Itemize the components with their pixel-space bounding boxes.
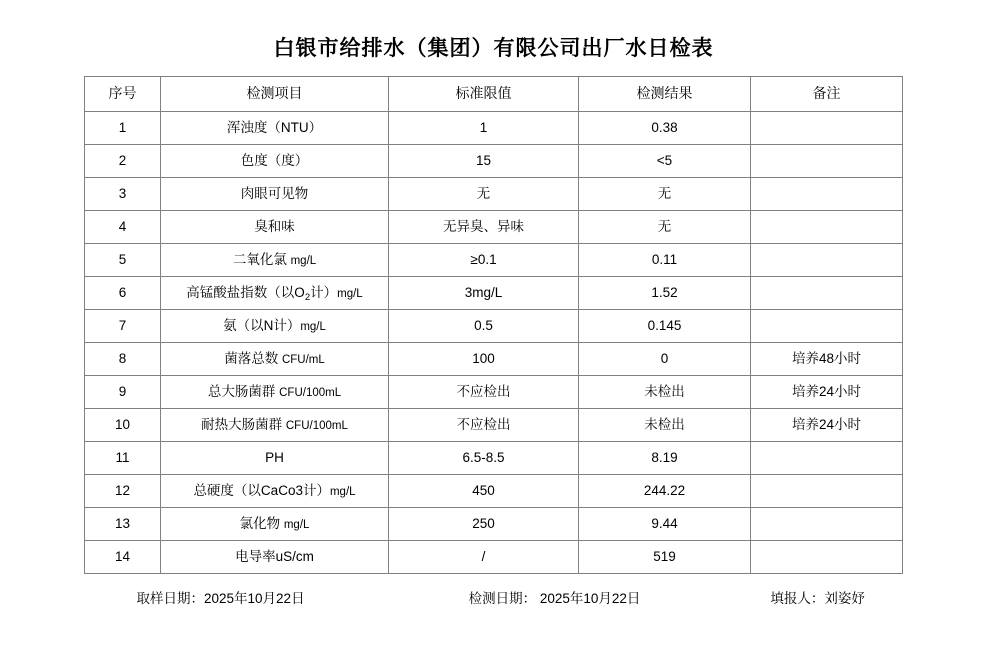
column-header-result: 检测结果	[579, 77, 751, 112]
cell-limit: 0.5	[389, 310, 579, 343]
cell-result: 1.52	[579, 277, 751, 310]
cell-limit: 250	[389, 508, 579, 541]
cell-result: 8.19	[579, 442, 751, 475]
cell-no: 6	[85, 277, 161, 310]
table-row	[85, 178, 903, 211]
table-row	[85, 508, 903, 541]
cell-note	[751, 244, 903, 277]
cell-no: 9	[85, 376, 161, 409]
table-row	[85, 244, 903, 277]
cell-result: 519	[579, 541, 751, 574]
cell-note	[751, 112, 903, 145]
cell-item: 总硬度（以CaCo3计）mg/L	[161, 475, 389, 508]
cell-item: 总大肠菌群 CFU/100mL	[161, 376, 389, 409]
table-row	[85, 310, 903, 343]
cell-no: 11	[85, 442, 161, 475]
cell-limit: 1	[389, 112, 579, 145]
cell-limit: 3mg/L	[389, 277, 579, 310]
cell-no: 13	[85, 508, 161, 541]
cell-result: 0.38	[579, 112, 751, 145]
cell-no: 8	[85, 343, 161, 376]
cell-result: 0.145	[579, 310, 751, 343]
cell-item: 色度（度）	[161, 145, 389, 178]
cell-result: 无	[579, 211, 751, 244]
cell-item: 菌落总数 CFU/mL	[161, 343, 389, 376]
cell-result: 未检出	[579, 376, 751, 409]
water-quality-table	[84, 76, 903, 574]
cell-note	[751, 310, 903, 343]
cell-result: <5	[579, 145, 751, 178]
table-row	[85, 541, 903, 574]
table-row	[85, 112, 903, 145]
cell-item: 电导率uS/cm	[161, 541, 389, 574]
cell-limit: 6.5-8.5	[389, 442, 579, 475]
cell-no: 14	[85, 541, 161, 574]
cell-item: 肉眼可见物	[161, 178, 389, 211]
cell-note	[751, 508, 903, 541]
cell-note	[751, 277, 903, 310]
cell-result: 0	[579, 343, 751, 376]
cell-result: 9.44	[579, 508, 751, 541]
cell-limit: 450	[389, 475, 579, 508]
cell-limit: 无异臭、异味	[389, 211, 579, 244]
cell-item: 氯化物 mg/L	[161, 508, 389, 541]
cell-limit: /	[389, 541, 579, 574]
cell-result: 无	[579, 178, 751, 211]
table-row	[85, 442, 903, 475]
cell-result: 244.22	[579, 475, 751, 508]
cell-no: 12	[85, 475, 161, 508]
cell-note	[751, 541, 903, 574]
cell-note	[751, 442, 903, 475]
cell-note	[751, 145, 903, 178]
table-row	[85, 145, 903, 178]
table-row	[85, 475, 903, 508]
cell-limit: 100	[389, 343, 579, 376]
footer-info	[85, 574, 903, 607]
table-row	[85, 277, 903, 310]
cell-note	[751, 475, 903, 508]
sampling-date: 取样日期：2025年10月22日	[136, 591, 305, 606]
cell-no: 5	[85, 244, 161, 277]
column-header-item: 检测项目	[161, 77, 389, 112]
cell-note	[751, 211, 903, 244]
page-title: 白银市给排水（集团）有限公司出厂水日检表	[273, 37, 714, 60]
cell-limit: 无	[389, 178, 579, 211]
cell-no: 4	[85, 211, 161, 244]
column-header-no: 序号	[85, 77, 161, 112]
cell-result: 未检出	[579, 409, 751, 442]
test-date: 检测日期： 2025年10月22日	[468, 591, 641, 606]
cell-item: 氨（以N计）mg/L	[161, 310, 389, 343]
cell-no: 10	[85, 409, 161, 442]
cell-result: 0.11	[579, 244, 751, 277]
cell-note: 培养24小时	[751, 409, 903, 442]
cell-item: 浑浊度（NTU）	[161, 112, 389, 145]
cell-item: 二氧化氯 mg/L	[161, 244, 389, 277]
cell-no: 1	[85, 112, 161, 145]
cell-no: 2	[85, 145, 161, 178]
cell-note	[751, 178, 903, 211]
column-header-note: 备注	[751, 77, 903, 112]
table-row	[85, 409, 903, 442]
cell-note: 培养24小时	[751, 376, 903, 409]
cell-item: PH	[161, 442, 389, 475]
column-header-limit: 标准限值	[389, 77, 579, 112]
cell-no: 7	[85, 310, 161, 343]
table-row	[85, 343, 903, 376]
table-body	[85, 112, 903, 574]
cell-limit: 15	[389, 145, 579, 178]
cell-item: 臭和味	[161, 211, 389, 244]
table-row	[85, 376, 903, 409]
cell-limit: 不应检出	[389, 376, 579, 409]
table-container	[0, 76, 987, 574]
cell-limit: 不应检出	[389, 409, 579, 442]
cell-item: 耐热大肠菌群 CFU/100mL	[161, 409, 389, 442]
reporter-name: 填报人：刘姿妤	[770, 591, 865, 606]
cell-item: 高锰酸盐指数（以$O_2$计）mg/L	[161, 277, 389, 310]
cell-note: 培养48小时	[751, 343, 903, 376]
table-header-row	[85, 77, 903, 112]
cell-limit: ≥0.1	[389, 244, 579, 277]
cell-no: 3	[85, 178, 161, 211]
table-row	[85, 211, 903, 244]
